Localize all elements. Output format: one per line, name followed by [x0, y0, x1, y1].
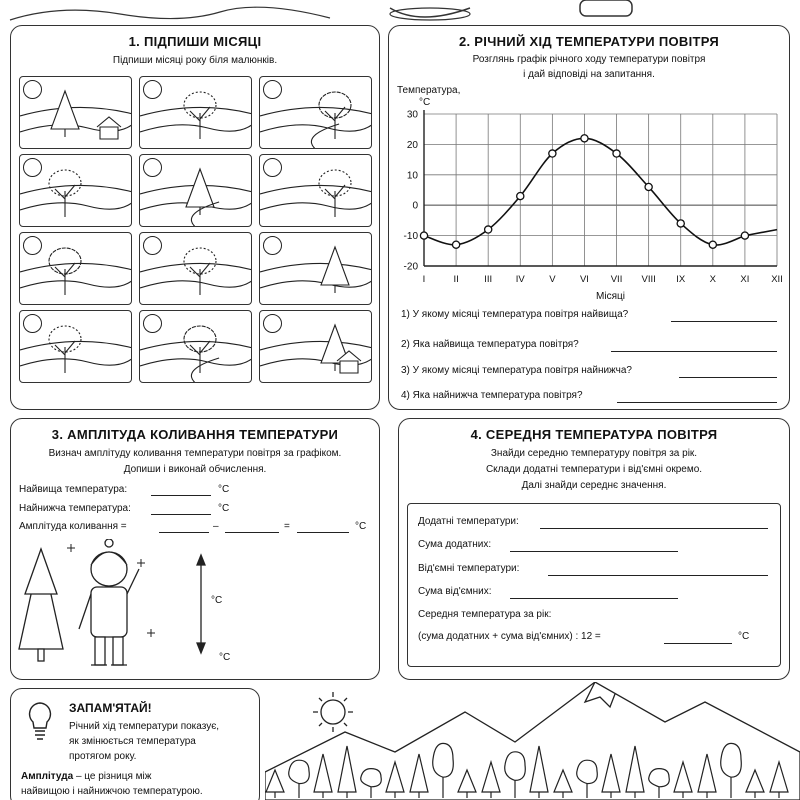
month-answer-circle-8[interactable] [143, 236, 162, 255]
amplitude-field-2[interactable] [225, 532, 279, 533]
y-tick-label-5: -20 [403, 261, 418, 273]
x-axis-label: Місяці [596, 291, 625, 302]
remember-text-5: найвищою і найнижчою температурою. [21, 786, 203, 797]
min-temp-label: Найнижча температура: [19, 503, 131, 514]
remember-title: ЗАПАМ'ЯТАЙ! [69, 701, 152, 715]
equals-sign: = [284, 521, 290, 532]
max-temp-field[interactable] [151, 495, 211, 496]
section-4-panel [398, 418, 790, 680]
temperature-arrow-icon [197, 555, 205, 653]
month-answer-circle-4[interactable] [23, 158, 42, 177]
x-tick-label-3: IV [515, 274, 525, 285]
month-answer-circle-9[interactable] [263, 236, 282, 255]
month-answer-circle-5[interactable] [143, 158, 162, 177]
remember-definition [21, 771, 151, 782]
average-unit: °C [738, 631, 750, 642]
negative-sum-label: Сума від'ємних: [418, 586, 492, 597]
data-point-6 [613, 150, 620, 157]
min-temp-field[interactable] [151, 514, 211, 515]
data-point-3 [517, 192, 524, 199]
x-tick-label-1: II [453, 274, 459, 285]
sun-icon [313, 692, 353, 732]
section-1-title: 1. ПІДПИШИ МІСЯЦІ [128, 34, 262, 49]
positive-sum-field[interactable] [510, 551, 678, 552]
x-tick-label-0: I [422, 274, 426, 285]
month-answer-circle-12[interactable] [263, 314, 282, 333]
temperature-line [424, 138, 777, 245]
section-1-instruction: Підпиши місяці року біля малюнків. [112, 55, 278, 66]
data-point-7 [645, 183, 652, 190]
month-answer-circle-2[interactable] [143, 80, 162, 99]
remember-text-1: Річний хід температури показує, [69, 721, 220, 732]
y-tick-label-4: -10 [403, 231, 418, 243]
question-2: 2) Яка найвища температура повітря? [401, 339, 579, 350]
x-tick-label-8: IX [676, 274, 686, 285]
top-decoration [0, 0, 800, 24]
section-4-title: 4. СЕРЕДНЯ ТЕМПЕРАТУРА ПОВІТРЯ [470, 427, 718, 442]
section-3-title: 3. АМПЛІТУДА КОЛИВАННЯ ТЕМПЕРАТУРИ [51, 427, 339, 442]
month-picture-11 [139, 310, 252, 383]
x-tick-label-9: X [709, 274, 716, 285]
upper-temp-unit: °C [211, 595, 223, 606]
lightbulb-icon [25, 701, 55, 741]
answer-3-field[interactable] [679, 377, 777, 378]
section-4-instruction-3: Далі знайди середнє значення. [521, 480, 667, 491]
winter-summer-illustration [11, 539, 379, 679]
section-3-instruction-2: Допиши і виконай обчислення. [123, 464, 267, 475]
data-point-9 [709, 241, 716, 248]
section-2-instruction-1: Розглянь графік річного ходу температури повітря [472, 54, 706, 65]
amplitude-field-1[interactable] [159, 532, 209, 533]
remember-text-3: протягом року. [69, 751, 137, 762]
amplitude-label: Амплітуда коливання = [19, 521, 127, 532]
positive-temps-label: Додатні температури: [418, 516, 519, 527]
max-temp-unit: °C [218, 484, 230, 495]
y-tick-label-0: 30 [406, 109, 418, 121]
answer-2-field[interactable] [611, 351, 777, 352]
month-answer-circle-1[interactable] [23, 80, 42, 99]
x-tick-label-6: VII [610, 274, 623, 285]
data-point-2 [485, 226, 492, 233]
minus-sign: – [213, 521, 219, 532]
question-3: 3) У якому місяці температура повітря найнижча? [401, 365, 632, 376]
month-picture-1 [19, 76, 132, 149]
x-tick-label-5: VI [579, 274, 589, 285]
answer-4-field[interactable] [617, 402, 777, 403]
y-tick-label-1: 20 [406, 139, 418, 151]
data-point-5 [581, 135, 588, 142]
section-2-instruction-2: і дай відповіді на запитання. [523, 69, 655, 80]
data-point-10 [741, 232, 748, 239]
negative-temps-label: Від'ємні температури: [418, 563, 520, 574]
remember-text-4: – це різниця між [73, 771, 152, 782]
section-4-instruction-2: Склади додатні температури і від'ємні окремо. [485, 464, 703, 475]
min-temp-unit: °C [218, 503, 230, 514]
month-picture-4 [19, 154, 132, 227]
section-3-panel [10, 418, 380, 680]
x-tick-label-2: III [484, 274, 493, 285]
negative-sum-field[interactable] [510, 598, 678, 599]
y-axis-label-line-1: Температура, [397, 85, 461, 96]
positive-sum-label: Сума додатних: [418, 539, 492, 550]
month-answer-circle-7[interactable] [23, 236, 42, 255]
answer-1-field[interactable] [671, 321, 777, 322]
month-picture-2 [139, 76, 252, 149]
month-picture-5 [139, 154, 252, 227]
x-tick-label-11: XII [771, 274, 783, 285]
y-axis-label-line-2: °C [419, 97, 431, 108]
data-point-0 [420, 232, 427, 239]
amplitude-unit: °C [355, 521, 367, 532]
month-answer-circle-10[interactable] [23, 314, 42, 333]
x-tick-label-7: VIII [641, 274, 656, 285]
data-point-1 [452, 241, 459, 248]
calculation-box [407, 503, 781, 667]
amplitude-term: Амплітуда [21, 771, 74, 782]
average-formula: (сума додатних + сума від'ємних) : 12 = [418, 631, 601, 642]
question-4: 4) Яка найнижча температура повітря? [401, 390, 583, 401]
month-answer-circle-11[interactable] [143, 314, 162, 333]
section-1-panel [10, 25, 380, 410]
y-tick-label-2: 10 [406, 170, 418, 182]
positive-temps-field[interactable] [540, 528, 768, 529]
month-picture-3 [259, 76, 372, 149]
month-picture-12 [259, 310, 372, 383]
mountain-landscape [265, 682, 800, 800]
section-4-instruction-1: Знайди середню температуру повітря за рік. [490, 448, 698, 459]
negative-temps-field[interactable] [548, 575, 768, 576]
data-point-4 [549, 150, 556, 157]
remember-text-2: як змінюється температура [69, 736, 196, 747]
remember-box [10, 688, 260, 800]
question-1: 1) У якому місяці температура повітря найвища? [401, 309, 629, 320]
lower-temp-unit: °C [219, 652, 231, 663]
section-3-instruction-1: Визнач амплітуду коливання температури повітря за графіком. [48, 448, 342, 459]
month-picture-6 [259, 154, 372, 227]
month-picture-9 [259, 232, 372, 305]
month-answer-circle-6[interactable] [263, 158, 282, 177]
section-2-title: 2. РІЧНИЙ ХІД ТЕМПЕРАТУРИ ПОВІТРЯ [458, 34, 720, 49]
average-result-field[interactable] [664, 643, 732, 644]
month-answer-circle-3[interactable] [263, 80, 282, 99]
winter-tree-icon [19, 549, 63, 661]
month-picture-7 [19, 232, 132, 305]
amplitude-result-field[interactable] [297, 532, 349, 533]
x-tick-label-4: V [549, 274, 556, 285]
max-temp-label: Найвища температура: [19, 484, 128, 495]
section-2-panel [388, 25, 790, 410]
winter-child-icon [79, 539, 139, 665]
y-tick-label-3: 0 [412, 200, 418, 212]
month-picture-10 [19, 310, 132, 383]
data-point-8 [677, 220, 684, 227]
month-picture-8 [139, 232, 252, 305]
average-temp-label: Середня температура за рік: [418, 609, 552, 620]
x-tick-label-10: XI [740, 274, 750, 285]
temperature-chart [389, 81, 789, 306]
